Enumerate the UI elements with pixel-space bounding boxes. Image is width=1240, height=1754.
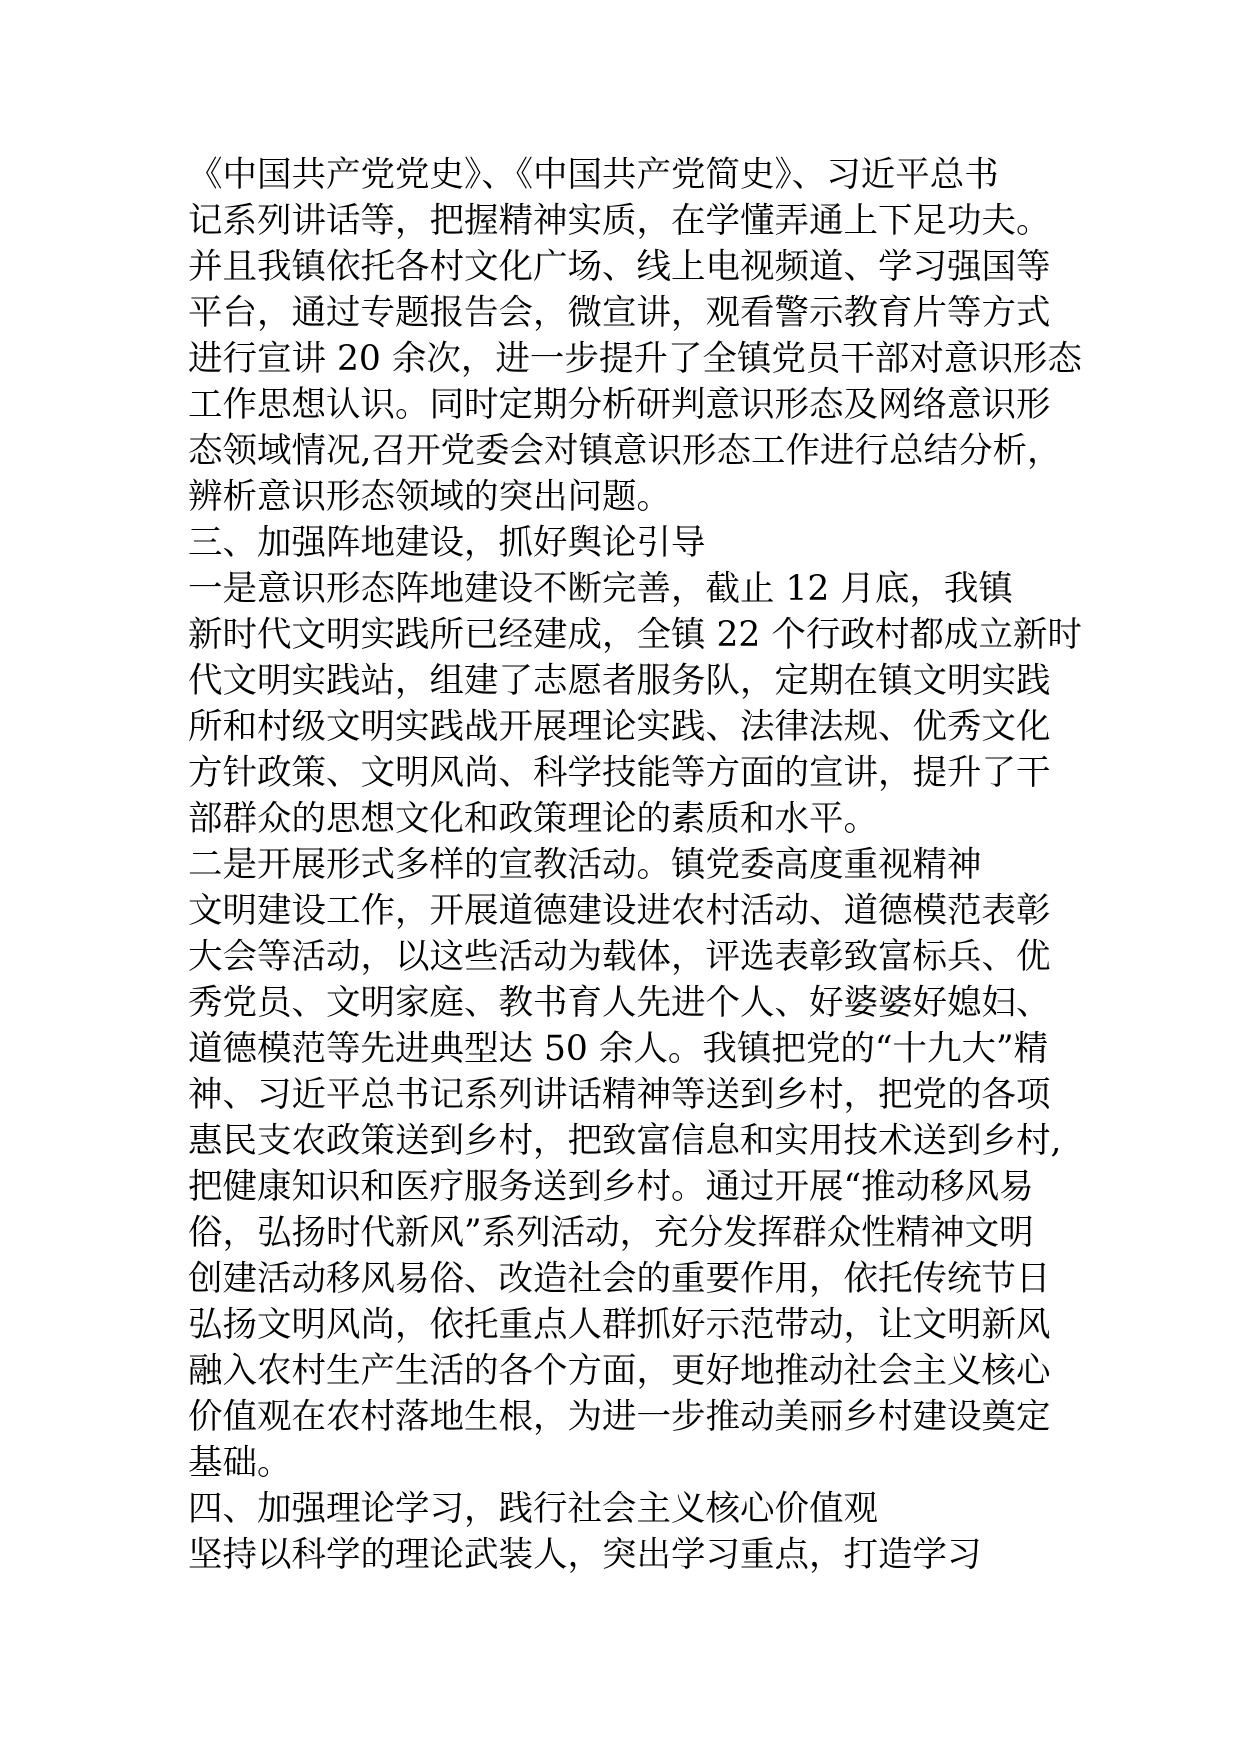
text-line: 基础。 bbox=[188, 1443, 292, 1483]
section-heading-4 bbox=[188, 1486, 1060, 1532]
text-line: 工作思想认识。同时定期分析研判意识形态及网络意识形 bbox=[188, 385, 1051, 425]
text-line: 辨析意识形态领域的突出问题。 bbox=[188, 477, 671, 517]
document-page bbox=[188, 152, 1082, 1578]
text-line: 秀党员、文明家庭、教书育人先进个人、好婆婆好媳妇、 bbox=[188, 983, 1051, 1023]
heading-line: 四、加强理论学习，践行社会主义核心价值观 bbox=[188, 1489, 878, 1529]
paragraph-study-materials bbox=[188, 152, 1082, 520]
paragraph-theory-study bbox=[188, 1532, 1060, 1578]
text-line: 二是开展形式多样的宣教活动。镇党委高度重视精神 bbox=[188, 845, 982, 885]
text-line: 俗，弘扬时代新风”系列活动，充分发挥群众性精神文明 bbox=[188, 1213, 1034, 1253]
text-line: 部群众的思想文化和政策理论的素质和水平。 bbox=[188, 799, 878, 839]
paragraph-education-activities bbox=[188, 842, 1060, 1486]
text-line: 创建活动移风易俗、改造社会的重要作用，依托传统节日 bbox=[188, 1259, 1051, 1299]
section-heading-3 bbox=[188, 520, 1060, 566]
text-line: 平台，通过专题报告会，微宣讲，观看警示教育片等方式 bbox=[188, 293, 1051, 333]
text-line: 文明建设工作，开展道德建设进农村活动、道德模范表彰 bbox=[188, 891, 1051, 931]
text-line: 记系列讲话等，把握精神实质，在学懂弄通上下足功夫。 bbox=[188, 201, 1051, 241]
text-line: 所和村级文明实践战开展理论实践、法律法规、优秀文化 bbox=[188, 707, 1051, 747]
text-line: 价值观在农村落地生根，为进一步推动美丽乡村建设奠定 bbox=[188, 1397, 1051, 1437]
text-line: 道德模范等先进典型达 50 余人。我镇把党的“十九大”精 bbox=[188, 1029, 1049, 1069]
text-line: 代文明实践站，组建了志愿者服务队，定期在镇文明实践 bbox=[188, 661, 1051, 701]
text-line: 方针政策、文明风尚、科学技能等方面的宣讲，提升了干 bbox=[188, 753, 1051, 793]
text-line: 一是意识形态阵地建设不断完善，截止 12 月底，我镇 bbox=[188, 569, 1013, 609]
text-line: 神、习近平总书记系列讲话精神等送到乡村，把党的各项 bbox=[188, 1075, 1051, 1115]
text-line: 新时代文明实践所已经建成，全镇 22 个行政村都成立新时 bbox=[188, 615, 1082, 655]
text-line: 《中国共产党党史》、《中国共产党简史》、习近平总书 bbox=[188, 155, 999, 195]
paragraph-position-building bbox=[188, 566, 1082, 842]
text-line: 弘扬文明风尚，依托重点人群抓好示范带动，让文明新风 bbox=[188, 1305, 1051, 1345]
text-line: 大会等活动，以这些活动为载体，评选表彰致富标兵、优 bbox=[188, 937, 1051, 977]
text-line: 融入农村生产生活的各个方面，更好地推动社会主义核心 bbox=[188, 1351, 1051, 1391]
text-line: 态领域情况,召开党委会对镇意识形态工作进行总结分析， bbox=[188, 431, 1062, 471]
text-line: 坚持以科学的理论武装人，突出学习重点，打造学习 bbox=[188, 1535, 982, 1575]
text-line: 把健康知识和医疗服务送到乡村。通过开展“推动移风易 bbox=[188, 1167, 1034, 1207]
text-line: 并且我镇依托各村文化广场、线上电视频道、学习强国等 bbox=[188, 247, 1051, 287]
heading-line: 三、加强阵地建设，抓好舆论引导 bbox=[188, 523, 706, 563]
text-line: 惠民支农政策送到乡村，把致富信息和实用技术送到乡村, bbox=[188, 1121, 1062, 1161]
text-line: 进行宣讲 20 余次，进一步提升了全镇党员干部对意识形态 bbox=[188, 339, 1082, 379]
